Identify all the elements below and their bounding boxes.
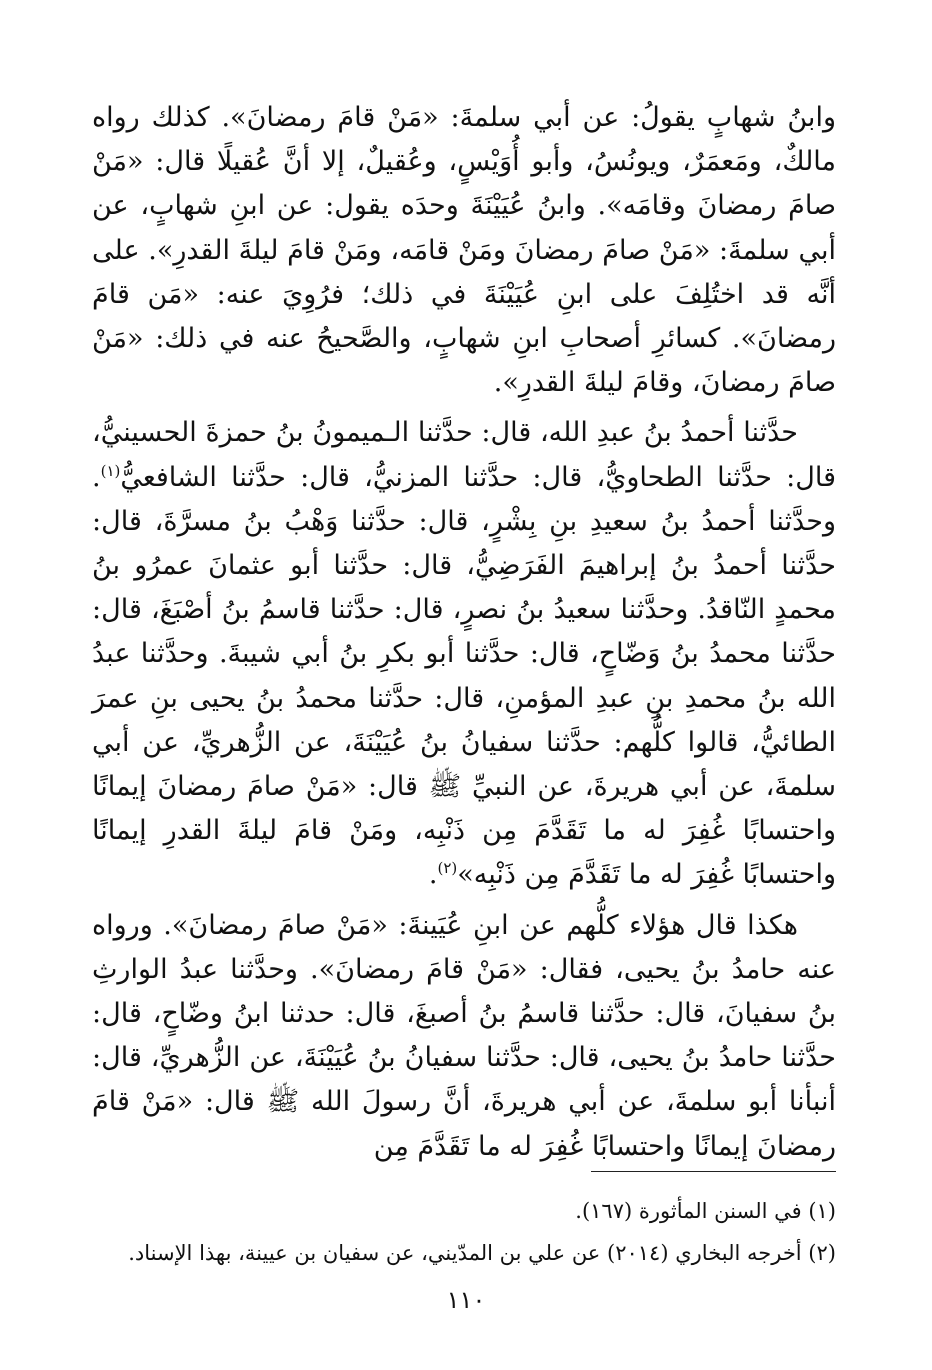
- footnote-2: (٢) أخرجه البخاري (٢٠١٤) عن علي بن المدّيني، عن سفيان بن عيينة، بهذا الإسناد.: [128, 1241, 836, 1265]
- paragraph-2: [92, 411, 836, 897]
- paragraph-3: هكذا قال هؤلاء كلُّهم عن ابنِ عُيَينةَ: «مَنْ صامَ رمضانَ». ورواه عنه حامدُ بنُ يحيى، فقال: «مَنْ قامَ رمضانَ». وحدَّثنا عبدُ الوارثِ بنُ سفيانَ، قال: حدَّثنا قاسمُ بنُ أصبغَ، قال: حدثنا ابنُ وضّاحٍ، قال: حدَّثنا حامدُ بنُ يحيى، قال: حدَّثنا سفيانُ بنُ عُيَيْنَةَ، عن الزُّهريِّ، قال: أنبأنا أبو سلمةَ، عن أبي هريرةَ، أنَّ رسولَ الله ﷺ قال: «مَنْ قامَ رمضانَ إيمانًا واحتسابًا غُفِرَ له ما تَقَدَّمَ مِن: [92, 909, 836, 1162]
- page-body: [92, 96, 836, 1370]
- footnote-1: (١) في السنن المأثورة (١٦٧).: [575, 1199, 836, 1223]
- footnotes: [92, 1190, 836, 1274]
- footnote-separator: [591, 1171, 836, 1172]
- paragraph-1: وابنُ شهابٍ يقولُ: عن أبي سلمةَ: «مَنْ قامَ رمضانَ». كذلك رواه مالكٌ، ومَعمَرٌ، ويونُسُ، وأبو أُوَيْسٍ، وعُقيلٌ، إلا أنَّ عُقيلًا قال: «مَنْ صامَ رمضانَ وقامَه». وابنُ عُيَيْنَةَ وحدَه يقول: عن ابنِ شهابٍ، عن أبي سلمةَ: «مَنْ صامَ رمضانَ ومَنْ قامَه، ومَنْ قامَ ليلةَ القدرِ». على أنَّه قد اختُلِفَ على ابنِ عُيَيْنَةَ في ذلك؛ فرُوِيَ عنه: «مَن قامَ رمضانَ». كسائرِ أصحابِ ابنِ شهابٍ، والصَّحيحُ عنه في ذلك: «مَنْ صامَ رمضانَ، وقامَ ليلةَ القدرِ».: [92, 102, 836, 399]
- footnote-marker-1[interactable]: (١): [100, 461, 121, 480]
- paragraph-2-text-c: .: [428, 859, 438, 891]
- paragraph-2-text-b: . وحدَّثنا أحمدُ بنُ سعيدِ بنِ بِشْرٍ، قال: حدَّثنا وَهْبُ بنُ مسرَّةَ، قال: حدَّثنا أحمدُ بنُ إبراهيمَ الفَرَضِيُّ، قال: حدَّثنا أبو عثمانَ عمرُو بنُ محمدٍ النّاقدُ. وحدَّثنا سعيدُ بنُ نصرٍ، قال: حدَّثنا قاسمُ بنُ أصْبَغَ، قال: حدَّثنا محمدُ بنُ وَضّاحٍ، قال: حدَّثنا أبو بكرِ بنُ أبي شيبةَ. وحدَّثنا عبدُ الله بنُ محمدِ بنِ عبدِ المؤمنِ، قال: حدَّثنا محمدُ بنُ يحيى بنِ عمرَ الطائيُّ، قالوا كلُّهم: حدَّثنا سفيانُ بنُ عُيَيْنَةَ، عن الزُّهريِّ، عن أبي سلمةَ، عن أبي هريرةَ، عن النبيِّ ﷺ قال: «مَنْ صامَ رمضانَ إيمانًا واحتسابًا غُفِرَ له ما تَقَدَّمَ مِن ذَنْبِه، ومَنْ قامَ ليلةَ القدرِ إيمانًا واحتسابًا غُفِرَ له ما تَقَدَّمَ مِن ذَنْبِه»: [92, 461, 836, 891]
- footnote-marker-2[interactable]: (٢): [437, 859, 458, 878]
- paragraph-2-text-a: حدَّثنا أحمدُ بنُ عبدِ الله، قال: حدَّثنا الـميمونُ بنُ حمزةَ الحسينيُّ، قال: حدَّثنا الطحاويُّ، قال: حدَّثنا المزنيُّ، قال: حدَّثنا الشافعيُّ: [92, 417, 836, 493]
- page-number: ١١٠: [446, 1286, 486, 1314]
